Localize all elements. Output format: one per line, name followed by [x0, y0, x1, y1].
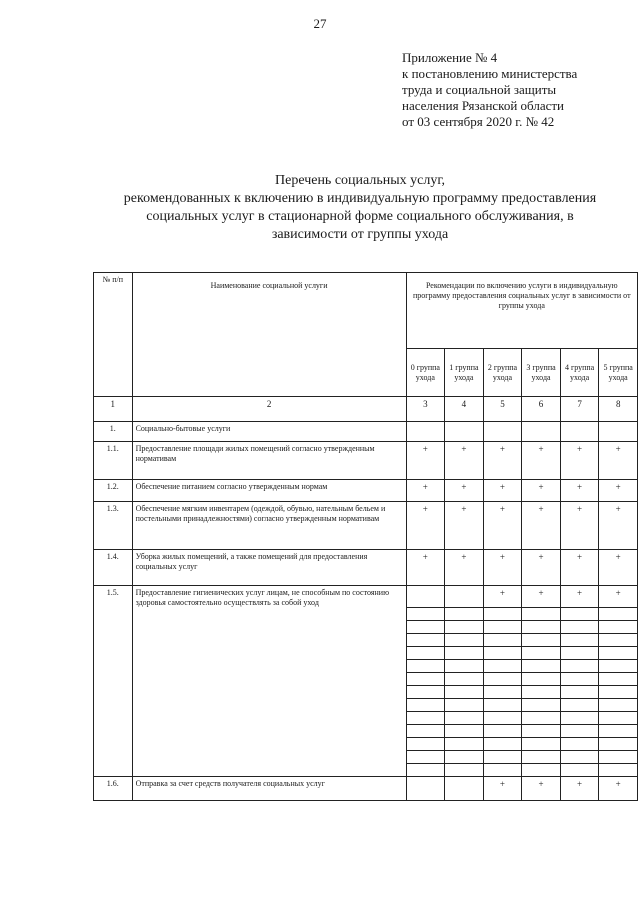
- row-mark: +: [445, 502, 484, 550]
- row-mark: +: [560, 586, 599, 608]
- row-num: 1.: [94, 422, 133, 442]
- row-service-name: Обеспечение питанием согласно утвержденным нормам: [132, 480, 406, 502]
- row-mark: [406, 422, 445, 442]
- row-mark: [560, 422, 599, 442]
- row-mark: +: [522, 550, 561, 586]
- row-service-name: Социально-бытовые услуги: [132, 422, 406, 442]
- document-title: [90, 172, 630, 244]
- column-number: 5: [483, 397, 522, 422]
- header-group-3: 3 группа ухода: [522, 349, 561, 397]
- row-service-name: Отправка за счет средств получателя социальных услуг: [132, 777, 406, 801]
- table-row: [94, 442, 638, 480]
- row-service-name: Предоставление гигиенических услуг лицам, не способным по состоянию здоровья самостоятельно осуществлять за собой уход: [132, 586, 406, 777]
- row-mark: +: [522, 777, 561, 801]
- row-num: 1.4.: [94, 550, 133, 586]
- header-num: № п/п: [94, 273, 133, 397]
- table-row: [94, 480, 638, 502]
- row-mark: [445, 586, 484, 608]
- row-mark: +: [560, 550, 599, 586]
- row-mark: +: [599, 480, 638, 502]
- row-num: 1.2.: [94, 480, 133, 502]
- header-group-4: 4 группа ухода: [560, 349, 599, 397]
- column-number: 4: [445, 397, 484, 422]
- row-mark: +: [522, 480, 561, 502]
- row-service-name: Обеспечение мягким инвентарем (одеждой, обувью, нательным бельем и постельными принадлежностями) согласно утвержденным нормативам: [132, 502, 406, 550]
- header-group-0: 0 группа ухода: [406, 349, 445, 397]
- row-service-name: Уборка жилых помещений, а также помещений для предоставления социальных услуг: [132, 550, 406, 586]
- row-mark: +: [599, 442, 638, 480]
- row-mark: +: [483, 502, 522, 550]
- appendix-line: Приложение № 4: [402, 50, 498, 65]
- table-row: [94, 502, 638, 550]
- table-row: [94, 550, 638, 586]
- row-mark: +: [483, 480, 522, 502]
- row-mark: +: [599, 502, 638, 550]
- header-group-5: 5 группа ухода: [599, 349, 638, 397]
- row-mark: +: [599, 586, 638, 608]
- row-mark: [483, 422, 522, 442]
- row-num: 1.5.: [94, 586, 133, 777]
- row-mark: +: [406, 550, 445, 586]
- table-row: [94, 777, 638, 801]
- table-row: [94, 422, 638, 442]
- row-mark: +: [445, 480, 484, 502]
- header-recommendations: Рекомендации по включению услуги в индивидуальную программу предоставления социальных услуг в зависимости от группы ухода: [406, 273, 637, 349]
- column-number: 8: [599, 397, 638, 422]
- row-mark: +: [560, 502, 599, 550]
- title-line: социальных услуг в стационарной форме социального обслуживания, в: [146, 209, 574, 224]
- row-mark: [406, 777, 445, 801]
- column-number: 3: [406, 397, 445, 422]
- column-number: 1: [94, 397, 133, 422]
- row-mark: +: [483, 586, 522, 608]
- services-table: [93, 272, 638, 801]
- row-num: 1.1.: [94, 442, 133, 480]
- header-group-2: 2 группа ухода: [483, 349, 522, 397]
- column-number: 6: [522, 397, 561, 422]
- row-mark: [445, 422, 484, 442]
- row-mark: +: [560, 777, 599, 801]
- row-mark: +: [406, 442, 445, 480]
- row-mark: +: [445, 442, 484, 480]
- column-number: 7: [560, 397, 599, 422]
- row-mark: [406, 586, 445, 608]
- column-number-row: [94, 397, 638, 422]
- row-mark: +: [483, 777, 522, 801]
- page-number: 27: [313, 16, 327, 31]
- row-mark: +: [560, 442, 599, 480]
- row-mark: +: [445, 550, 484, 586]
- appendix-line: труда и социальной защиты: [402, 82, 557, 97]
- row-mark: +: [599, 777, 638, 801]
- row-mark: [522, 422, 561, 442]
- appendix-line: населения Рязанской области: [402, 98, 564, 113]
- row-mark: +: [483, 442, 522, 480]
- title-line: зависимости от группы ухода: [271, 227, 449, 242]
- row-mark: [445, 777, 484, 801]
- appendix-line: к постановлению министерства: [402, 66, 578, 81]
- header-service-name: Наименование социальной услуги: [132, 273, 406, 397]
- title-line: Перечень социальных услуг,: [275, 173, 445, 188]
- row-mark: +: [522, 586, 561, 608]
- row-mark: +: [560, 480, 599, 502]
- row-num: 1.6.: [94, 777, 133, 801]
- row-mark: [599, 422, 638, 442]
- appendix-line: от 03 сентября 2020 г. № 42: [402, 114, 555, 129]
- appendix-block: [402, 50, 634, 130]
- row-mark: +: [522, 502, 561, 550]
- table-row: [94, 586, 638, 608]
- row-mark: +: [406, 502, 445, 550]
- row-mark: +: [522, 442, 561, 480]
- row-mark: +: [483, 550, 522, 586]
- column-number: 2: [132, 397, 406, 422]
- row-service-name: Предоставление площади жилых помещений согласно утвержденным нормативам: [132, 442, 406, 480]
- row-num: 1.3.: [94, 502, 133, 550]
- row-mark: +: [406, 480, 445, 502]
- title-line: рекомендованных к включению в индивидуальную программу предоставления: [123, 191, 597, 206]
- row-mark: +: [599, 550, 638, 586]
- header-group-1: 1 группа ухода: [445, 349, 484, 397]
